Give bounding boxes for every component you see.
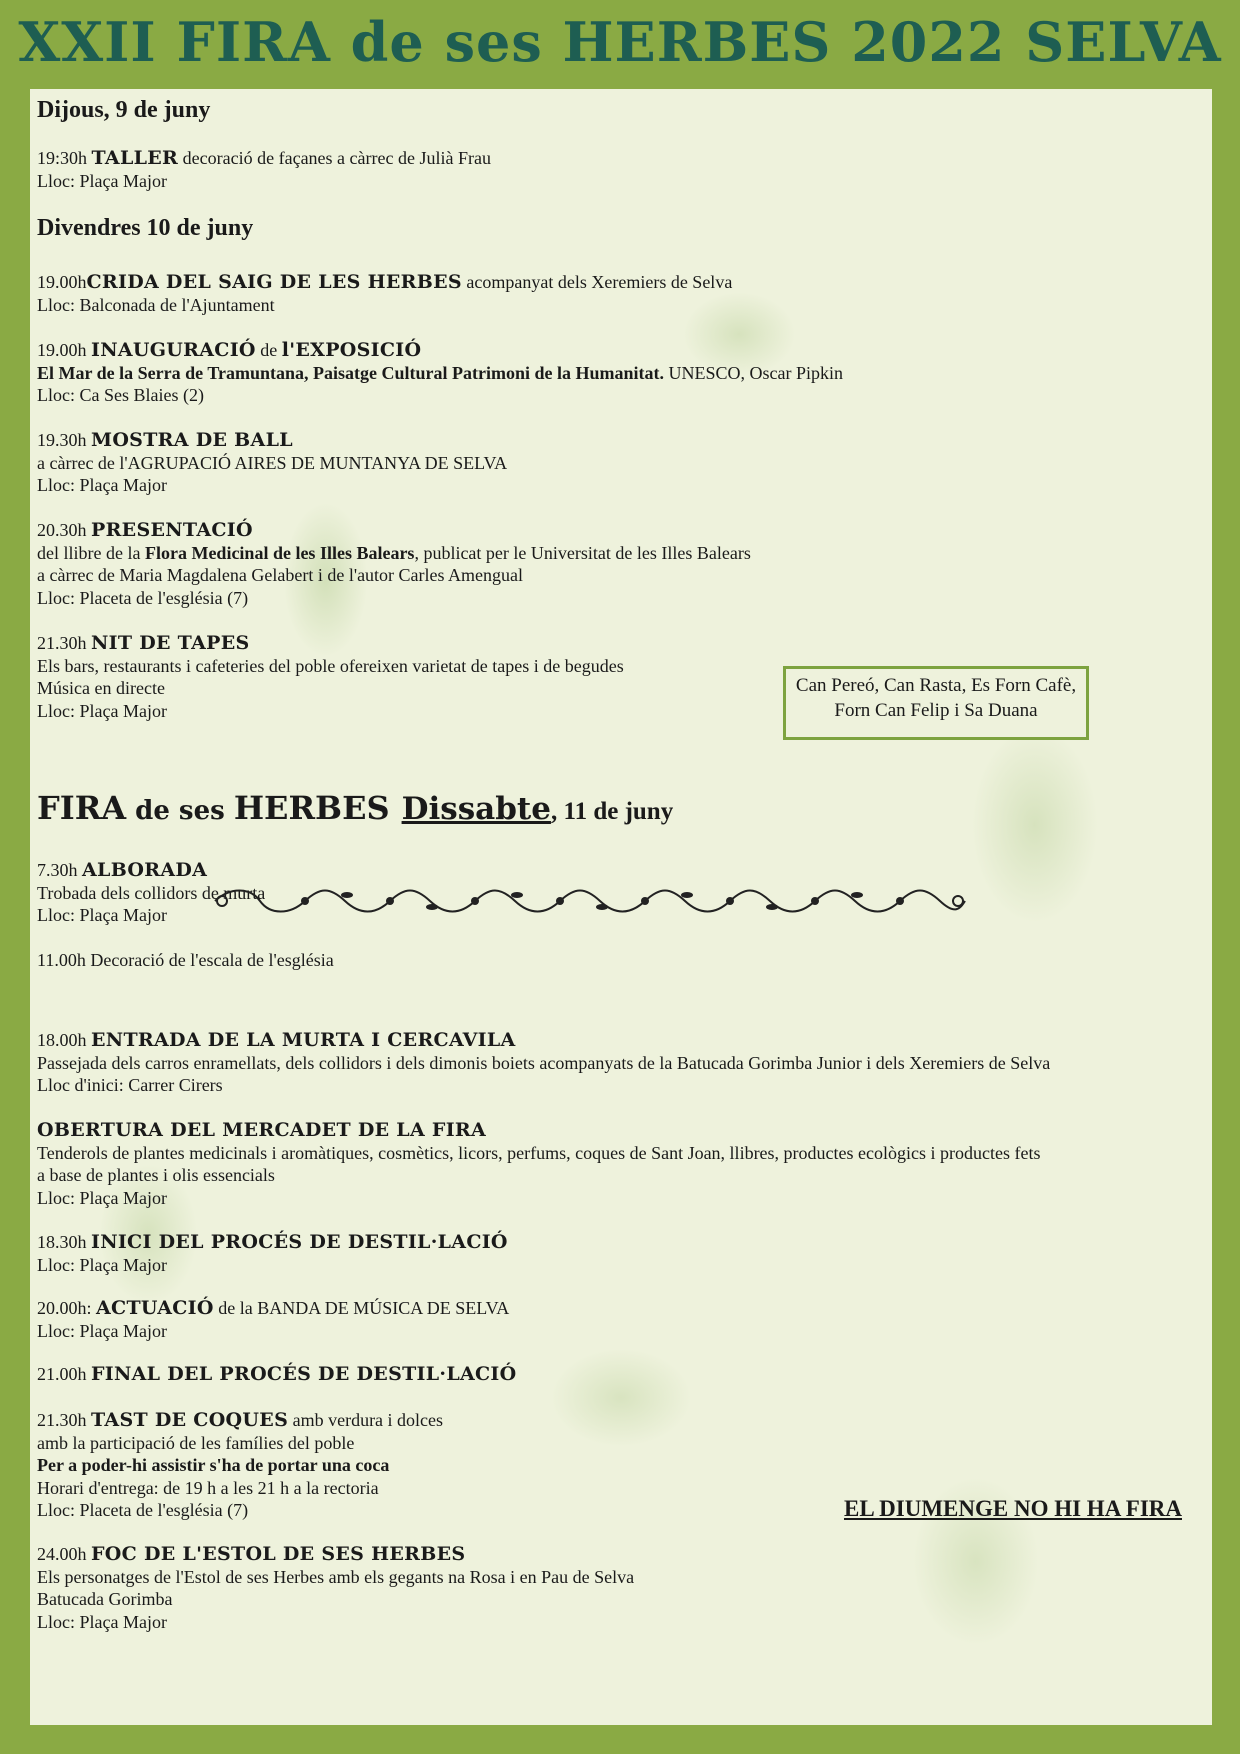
event-title: FINAL DEL PROCÉS DE DESTIL·LACIÓ: [91, 1363, 517, 1385]
event-line: [37, 271, 732, 294]
event-place: Lloc: Plaça Major: [37, 475, 167, 495]
event-title: ACTUACIÓ: [96, 1297, 214, 1319]
event-escala: [37, 949, 334, 972]
event-place: Lloc d'inici: Carrer Cirers: [37, 1075, 223, 1095]
event-title-2: l'EXPOSICIÓ: [281, 339, 422, 361]
event-place: Lloc: Plaça Major: [37, 1611, 167, 1632]
event-desc: UNESCO, Oscar Pipkin: [663, 362, 843, 383]
event-line: [37, 1543, 634, 1566]
event-desc: Tenderols de plantes medicinals i aromàtiques, cosmètics, licors, perfums, coques de Sant Joan, llibres, productes ecològics i productes fets: [37, 1142, 1041, 1163]
event-time: 20.00h:: [37, 1298, 92, 1318]
bars-line: Can Pereó, Can Rasta, Es Forn Cafè,: [795, 675, 1077, 696]
event-line: [37, 632, 624, 655]
poster-title: XXII FIRA de ses HERBES 2022 SELVA: [18, 10, 1222, 74]
event-title: ENTRADA DE LA MURTA I CERCAVILA: [91, 1029, 516, 1051]
event-final-destillacio: [37, 1363, 516, 1386]
event-desc: Trobada dels collidors de murta: [37, 882, 266, 903]
event-desc: a càrrec de l'AGRUPACIÓ AIRES DE MUNTANYA DE SELVA: [37, 452, 508, 473]
event-desc-line: [37, 362, 843, 385]
event-inauguracio: [37, 339, 843, 407]
event-desc: decoració de façanes a càrrec de Julià Frau: [178, 148, 491, 168]
event-title: FOC DE L'ESTOL DE SES HERBES: [91, 1543, 466, 1565]
bars-line: Forn Can Felip i Sa Duana: [834, 700, 1038, 721]
event-line: [37, 339, 843, 362]
fira-word: FIRA: [37, 789, 127, 827]
event-title: ALBORADA: [82, 859, 208, 881]
event-place: Lloc: Plaça Major: [37, 1254, 167, 1275]
event-murta: [37, 1029, 1050, 1097]
event-time: 18.30h: [37, 1232, 87, 1252]
event-desc: Música en directe: [37, 678, 165, 698]
event-place: Lloc: Plaça Major: [37, 1187, 167, 1208]
event-presentacio: [37, 519, 751, 609]
event-desc: a base de plantes i olis essencials: [37, 1165, 275, 1185]
event-line: [37, 429, 507, 452]
event-desc: Horari d'entrega: de 19 h a les 21 h a la rectoria: [37, 1477, 379, 1498]
event-title: CRIDA DEL SAIG DE LES HERBES: [86, 271, 462, 293]
event-line: [37, 1409, 443, 1432]
event-place: Lloc: Plaça Major: [37, 170, 167, 191]
program-panel: [30, 89, 1212, 1725]
event-place: Lloc: Plaça Major: [37, 700, 167, 721]
event-title: INICI DEL PROCÉS DE DESTIL·LACIÓ: [91, 1231, 508, 1253]
event-desc: Els bars, restaurants i cafeteries del poble ofereixen varietat de tapes i de begudes: [37, 655, 624, 676]
event-actuacio: [37, 1297, 509, 1342]
event-coques: [37, 1409, 443, 1522]
saturday-word: Dissabte: [401, 791, 551, 827]
event-place: Lloc: Plaça Major: [37, 905, 167, 925]
event-desc: a càrrec de Maria Magdalena Gelabert i de l'autor Carles Amengual: [37, 565, 524, 585]
event-title: TAST DE COQUES: [91, 1409, 289, 1431]
event-title: TALLER: [91, 147, 179, 169]
bars-box: [783, 666, 1089, 740]
event-time: 19:30h: [37, 148, 88, 168]
event-desc: Passejada dels carros enramellats, dels collidors i dels dimonis boiets acompanyats de la Batucada Gorimba Junior i dels Xeremiers de Selva: [37, 1052, 1051, 1073]
event-desc: amb la participació de les famílies del poble: [37, 1432, 355, 1453]
event-taller: [37, 147, 491, 192]
event-line: [37, 1231, 508, 1254]
event-time: 19.00h: [37, 272, 87, 292]
event-line: 11.00h Decoració de l'escala de l'església: [37, 950, 334, 970]
day-heading-thursday: Dijous, 9 de juny: [37, 97, 211, 123]
event-time: 21.30h: [37, 633, 87, 653]
event-title: MOSTRA DE BALL: [91, 429, 293, 451]
no-fair-sunday-notice: EL DIUMENGE NO HI HA FIRA: [843, 1496, 1182, 1521]
event-place: Lloc: Ca Ses Blaies (2): [37, 385, 204, 405]
book-title: Flora Medicinal de les Illes Balears: [144, 542, 415, 563]
event-ball: [37, 429, 507, 497]
event-time: 20.30h: [37, 520, 87, 540]
event-time: 18.00h: [37, 1030, 87, 1050]
event-desc: , publicat per le Universitat de les Illes Balears: [414, 542, 751, 563]
event-place: Lloc: Balconada de l'Ajuntament: [37, 294, 275, 315]
event-note: Per a poder-hi assistir s'ha de portar una coca: [37, 1455, 390, 1475]
event-time: 19.30h: [37, 430, 87, 450]
herbes-word: HERBES: [233, 789, 390, 827]
event-foc: [37, 1543, 634, 1633]
event-mercadet: [37, 1119, 1040, 1209]
event-title: INAUGURACIÓ: [91, 339, 256, 361]
event-desc: Batucada Gorimba: [37, 1589, 173, 1609]
event-tapes: [37, 632, 624, 722]
event-crida: [37, 271, 732, 316]
event-desc: Els personatges de l'Estol de ses Herbes amb els gegants na Rosa i en Pau de Selva: [37, 1566, 635, 1587]
event-title: PRESENTACIÓ: [91, 519, 253, 541]
event-desc: amb verdura i dolces: [288, 1410, 444, 1430]
event-desc: de: [255, 340, 282, 360]
event-time: 19.00h: [37, 340, 87, 360]
day-heading-friday: Divendres 10 de juny: [37, 215, 254, 241]
event-title-text: OBERTURA DEL MERCADET DE LA FIRA: [37, 1119, 487, 1141]
exhibition-name: El Mar de la Serra de Tramuntana, Paisatge Cultural Patrimoni de la Humanitat.: [37, 362, 664, 383]
event-line: [37, 1297, 509, 1320]
fira-saturday-heading: [37, 789, 673, 827]
event-desc: del llibre de la: [37, 542, 145, 563]
event-desc-line: [37, 542, 751, 565]
event-title: NIT DE TAPES: [91, 632, 250, 654]
event-desc: acompanyat dels Xeremiers de Selva: [461, 272, 733, 292]
de-ses-word: de ses: [126, 796, 234, 826]
event-time: 21.30h: [37, 1410, 87, 1430]
event-line: [37, 519, 751, 542]
event-inici-destillacio: [37, 1231, 508, 1276]
saturday-date: , 11 de juny: [550, 798, 674, 825]
event-time: 21.00h: [37, 1364, 87, 1384]
event-title: [37, 1119, 1040, 1142]
event-line: [37, 859, 265, 882]
event-place: Lloc: Placeta de l'església (7): [37, 1500, 249, 1520]
event-place: Lloc: Plaça Major: [37, 1320, 167, 1341]
event-line: [37, 1363, 516, 1386]
event-desc: de la BANDA DE MÚSICA DE SELVA: [213, 1298, 510, 1318]
ornament-divider-icon: [210, 885, 970, 917]
event-time: 24.00h: [37, 1544, 87, 1564]
event-line: [37, 147, 491, 170]
event-line: [37, 1029, 1050, 1052]
event-time: 7.30h: [37, 860, 78, 880]
event-place: Lloc: Placeta de l'església (7): [37, 587, 249, 608]
